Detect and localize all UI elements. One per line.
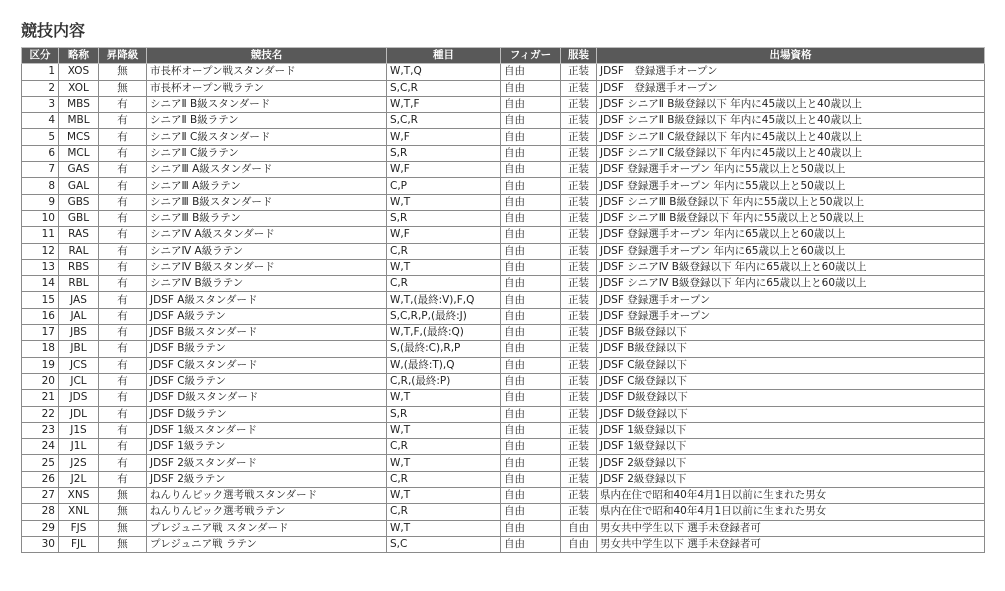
cell-dances: W,T,Q bbox=[387, 64, 501, 80]
cell-costume: 正装 bbox=[561, 471, 597, 487]
cell-updown: 無 bbox=[99, 536, 147, 552]
cell-division: 29 bbox=[22, 520, 59, 536]
cell-figure: 自由 bbox=[501, 80, 561, 96]
table-row bbox=[22, 390, 985, 406]
cell-abbr: RBL bbox=[59, 276, 99, 292]
cell-figure: 自由 bbox=[501, 178, 561, 194]
cell-division: 9 bbox=[22, 194, 59, 210]
cell-division: 13 bbox=[22, 259, 59, 275]
cell-name: 市長杯オープン戦スタンダード bbox=[147, 64, 387, 80]
cell-qualification: JDSF 登録選手オープン bbox=[597, 64, 985, 80]
cell-costume: 正装 bbox=[561, 390, 597, 406]
cell-abbr: RBS bbox=[59, 259, 99, 275]
cell-costume: 正装 bbox=[561, 439, 597, 455]
cell-name: JDSF D級スタンダード bbox=[147, 390, 387, 406]
cell-qualification: JDSF 登録選手オープン bbox=[597, 80, 985, 96]
cell-figure: 自由 bbox=[501, 64, 561, 80]
cell-name: JDSF 1級ラテン bbox=[147, 439, 387, 455]
table-row bbox=[22, 194, 985, 210]
cell-qualification: JDSF B級登録以下 bbox=[597, 325, 985, 341]
cell-abbr: GBS bbox=[59, 194, 99, 210]
table-row bbox=[22, 373, 985, 389]
cell-qualification: JDSF 登録選手オープン 年内に65歳以上と60歳以上 bbox=[597, 243, 985, 259]
cell-abbr: RAL bbox=[59, 243, 99, 259]
cell-updown: 有 bbox=[99, 325, 147, 341]
cell-dances: S,R bbox=[387, 145, 501, 161]
cell-updown: 無 bbox=[99, 64, 147, 80]
cell-dances: C,R bbox=[387, 243, 501, 259]
cell-updown: 有 bbox=[99, 471, 147, 487]
cell-figure: 自由 bbox=[501, 113, 561, 129]
cell-costume: 正装 bbox=[561, 129, 597, 145]
table-row bbox=[22, 96, 985, 112]
cell-abbr: JAS bbox=[59, 292, 99, 308]
col-header-costume: 服装 bbox=[561, 48, 597, 64]
cell-name: シニアⅢ A級ラテン bbox=[147, 178, 387, 194]
cell-division: 30 bbox=[22, 536, 59, 552]
table-row bbox=[22, 292, 985, 308]
table-row bbox=[22, 308, 985, 324]
cell-division: 2 bbox=[22, 80, 59, 96]
cell-updown: 有 bbox=[99, 455, 147, 471]
cell-dances: S,(最終:C),R,P bbox=[387, 341, 501, 357]
cell-costume: 正装 bbox=[561, 178, 597, 194]
cell-qualification: JDSF 登録選手オープン 年内に65歳以上と60歳以上 bbox=[597, 227, 985, 243]
competition-table bbox=[21, 47, 985, 553]
cell-figure: 自由 bbox=[501, 439, 561, 455]
cell-figure: 自由 bbox=[501, 325, 561, 341]
cell-abbr: FJL bbox=[59, 536, 99, 552]
cell-name: シニアⅣ B級スタンダード bbox=[147, 259, 387, 275]
cell-updown: 有 bbox=[99, 406, 147, 422]
cell-costume: 正装 bbox=[561, 64, 597, 80]
cell-abbr: JDL bbox=[59, 406, 99, 422]
table-row bbox=[22, 357, 985, 373]
cell-dances: S,C bbox=[387, 536, 501, 552]
cell-dances: C,R,(最終:P) bbox=[387, 373, 501, 389]
cell-updown: 有 bbox=[99, 162, 147, 178]
cell-qualification: JDSF シニアⅢ B級登録以下 年内に55歳以上と50歳以上 bbox=[597, 194, 985, 210]
cell-abbr: JBS bbox=[59, 325, 99, 341]
table-row bbox=[22, 227, 985, 243]
cell-updown: 有 bbox=[99, 308, 147, 324]
cell-qualification: JDSF シニアⅡ C級登録以下 年内に45歳以上と40歳以上 bbox=[597, 145, 985, 161]
cell-costume: 自由 bbox=[561, 520, 597, 536]
cell-dances: C,R bbox=[387, 439, 501, 455]
cell-abbr: JAL bbox=[59, 308, 99, 324]
cell-division: 26 bbox=[22, 471, 59, 487]
cell-costume: 正装 bbox=[561, 488, 597, 504]
cell-qualification: JDSF シニアⅣ B級登録以下 年内に65歳以上と60歳以上 bbox=[597, 259, 985, 275]
cell-abbr: GBL bbox=[59, 210, 99, 226]
cell-costume: 正装 bbox=[561, 96, 597, 112]
cell-abbr: J1S bbox=[59, 422, 99, 438]
cell-updown: 有 bbox=[99, 243, 147, 259]
cell-costume: 正装 bbox=[561, 373, 597, 389]
cell-abbr: JDS bbox=[59, 390, 99, 406]
table-row bbox=[22, 520, 985, 536]
cell-abbr: MBL bbox=[59, 113, 99, 129]
cell-qualification: JDSF C級登録以下 bbox=[597, 373, 985, 389]
cell-abbr: JCS bbox=[59, 357, 99, 373]
table-row bbox=[22, 178, 985, 194]
cell-dances: W,T bbox=[387, 390, 501, 406]
table-row bbox=[22, 422, 985, 438]
cell-costume: 正装 bbox=[561, 292, 597, 308]
cell-updown: 有 bbox=[99, 373, 147, 389]
cell-costume: 正装 bbox=[561, 210, 597, 226]
cell-figure: 自由 bbox=[501, 259, 561, 275]
cell-abbr: J2L bbox=[59, 471, 99, 487]
cell-division: 20 bbox=[22, 373, 59, 389]
cell-qualification: 県内在住で昭和40年4月1日以前に生まれた男女 bbox=[597, 488, 985, 504]
cell-division: 3 bbox=[22, 96, 59, 112]
col-header-abbr: 略称 bbox=[59, 48, 99, 64]
cell-division: 16 bbox=[22, 308, 59, 324]
cell-qualification: JDSF 登録選手オープン 年内に55歳以上と50歳以上 bbox=[597, 178, 985, 194]
cell-qualification: JDSF D級登録以下 bbox=[597, 390, 985, 406]
cell-costume: 正装 bbox=[561, 325, 597, 341]
cell-qualification: JDSF 登録選手オープン 年内に55歳以上と50歳以上 bbox=[597, 162, 985, 178]
cell-qualification: 男女共中学生以下 選手未登録者可 bbox=[597, 520, 985, 536]
cell-name: シニアⅣ A級スタンダード bbox=[147, 227, 387, 243]
cell-updown: 有 bbox=[99, 390, 147, 406]
cell-costume: 正装 bbox=[561, 406, 597, 422]
cell-figure: 自由 bbox=[501, 145, 561, 161]
cell-costume: 正装 bbox=[561, 276, 597, 292]
cell-division: 10 bbox=[22, 210, 59, 226]
cell-figure: 自由 bbox=[501, 292, 561, 308]
cell-division: 11 bbox=[22, 227, 59, 243]
cell-abbr: XNS bbox=[59, 488, 99, 504]
cell-name: シニアⅢ B級スタンダード bbox=[147, 194, 387, 210]
cell-name: JDSF 2級スタンダード bbox=[147, 455, 387, 471]
table-row bbox=[22, 80, 985, 96]
cell-figure: 自由 bbox=[501, 520, 561, 536]
table-row bbox=[22, 113, 985, 129]
cell-name: シニアⅣ A級ラテン bbox=[147, 243, 387, 259]
cell-dances: S,R bbox=[387, 406, 501, 422]
cell-dances: W,T bbox=[387, 488, 501, 504]
cell-abbr: GAL bbox=[59, 178, 99, 194]
cell-qualification: JDSF 1級登録以下 bbox=[597, 422, 985, 438]
cell-updown: 有 bbox=[99, 292, 147, 308]
cell-figure: 自由 bbox=[501, 129, 561, 145]
cell-division: 24 bbox=[22, 439, 59, 455]
cell-name: シニアⅡ B級ラテン bbox=[147, 113, 387, 129]
cell-name: JDSF D級ラテン bbox=[147, 406, 387, 422]
cell-qualification: JDSF シニアⅢ B級登録以下 年内に55歳以上と50歳以上 bbox=[597, 210, 985, 226]
cell-name: JDSF A級スタンダード bbox=[147, 292, 387, 308]
cell-updown: 有 bbox=[99, 341, 147, 357]
cell-abbr: GAS bbox=[59, 162, 99, 178]
cell-qualification: JDSF B級登録以下 bbox=[597, 341, 985, 357]
cell-figure: 自由 bbox=[501, 455, 561, 471]
cell-qualification: JDSF シニアⅡ B級登録以下 年内に45歳以上と40歳以上 bbox=[597, 96, 985, 112]
table-row bbox=[22, 406, 985, 422]
cell-updown: 有 bbox=[99, 210, 147, 226]
cell-dances: W,T,F,(最終:Q) bbox=[387, 325, 501, 341]
cell-figure: 自由 bbox=[501, 210, 561, 226]
cell-dances: W,T,F bbox=[387, 96, 501, 112]
table-row bbox=[22, 536, 985, 552]
cell-dances: C,R bbox=[387, 471, 501, 487]
table-row bbox=[22, 341, 985, 357]
col-header-figure: フィガー bbox=[501, 48, 561, 64]
cell-dances: W,T bbox=[387, 422, 501, 438]
cell-costume: 正装 bbox=[561, 194, 597, 210]
cell-qualification: JDSF C級登録以下 bbox=[597, 357, 985, 373]
cell-figure: 自由 bbox=[501, 276, 561, 292]
table-row bbox=[22, 504, 985, 520]
cell-costume: 正装 bbox=[561, 145, 597, 161]
page-title: 競技内容 bbox=[21, 21, 86, 40]
cell-dances: W,T,(最終:V),F,Q bbox=[387, 292, 501, 308]
cell-costume: 正装 bbox=[561, 422, 597, 438]
table-row bbox=[22, 439, 985, 455]
cell-updown: 有 bbox=[99, 439, 147, 455]
cell-qualification: JDSF シニアⅡ C級登録以下 年内に45歳以上と40歳以上 bbox=[597, 129, 985, 145]
cell-qualification: JDSF シニアⅡ B級登録以下 年内に45歳以上と40歳以上 bbox=[597, 113, 985, 129]
cell-qualification: JDSF 1級登録以下 bbox=[597, 439, 985, 455]
cell-costume: 正装 bbox=[561, 357, 597, 373]
cell-dances: S,R bbox=[387, 210, 501, 226]
cell-costume: 正装 bbox=[561, 259, 597, 275]
cell-updown: 無 bbox=[99, 80, 147, 96]
table-row bbox=[22, 325, 985, 341]
cell-abbr: XNL bbox=[59, 504, 99, 520]
cell-costume: 正装 bbox=[561, 341, 597, 357]
cell-figure: 自由 bbox=[501, 96, 561, 112]
cell-dances: S,C,R bbox=[387, 80, 501, 96]
cell-figure: 自由 bbox=[501, 422, 561, 438]
cell-dances: C,P bbox=[387, 178, 501, 194]
cell-figure: 自由 bbox=[501, 488, 561, 504]
table-row bbox=[22, 488, 985, 504]
cell-abbr: MCL bbox=[59, 145, 99, 161]
col-header-dances: 種目 bbox=[387, 48, 501, 64]
cell-dances: W,T bbox=[387, 194, 501, 210]
cell-costume: 正装 bbox=[561, 504, 597, 520]
cell-name: プレジュニア戦 スタンダード bbox=[147, 520, 387, 536]
cell-division: 1 bbox=[22, 64, 59, 80]
cell-qualification: JDSF 登録選手オープン bbox=[597, 308, 985, 324]
cell-abbr: MCS bbox=[59, 129, 99, 145]
cell-division: 6 bbox=[22, 145, 59, 161]
cell-figure: 自由 bbox=[501, 243, 561, 259]
cell-figure: 自由 bbox=[501, 536, 561, 552]
cell-dances: W,T bbox=[387, 259, 501, 275]
cell-name: ねんりんピック選考戦スタンダード bbox=[147, 488, 387, 504]
cell-name: JDSF 1級スタンダード bbox=[147, 422, 387, 438]
cell-updown: 無 bbox=[99, 504, 147, 520]
cell-qualification: JDSF 2級登録以下 bbox=[597, 455, 985, 471]
cell-figure: 自由 bbox=[501, 341, 561, 357]
cell-division: 17 bbox=[22, 325, 59, 341]
cell-costume: 正装 bbox=[561, 113, 597, 129]
cell-qualification: 男女共中学生以下 選手未登録者可 bbox=[597, 536, 985, 552]
cell-updown: 有 bbox=[99, 96, 147, 112]
cell-division: 12 bbox=[22, 243, 59, 259]
cell-qualification: JDSF 登録選手オープン bbox=[597, 292, 985, 308]
cell-division: 18 bbox=[22, 341, 59, 357]
cell-division: 7 bbox=[22, 162, 59, 178]
cell-costume: 正装 bbox=[561, 162, 597, 178]
cell-name: JDSF 2級ラテン bbox=[147, 471, 387, 487]
cell-dances: W,F bbox=[387, 162, 501, 178]
cell-updown: 有 bbox=[99, 227, 147, 243]
cell-name: プレジュニア戦 ラテン bbox=[147, 536, 387, 552]
cell-updown: 有 bbox=[99, 259, 147, 275]
cell-name: シニアⅡ C級スタンダード bbox=[147, 129, 387, 145]
table-row bbox=[22, 162, 985, 178]
col-header-updown: 昇降級 bbox=[99, 48, 147, 64]
header-row bbox=[22, 48, 985, 64]
cell-division: 22 bbox=[22, 406, 59, 422]
cell-costume: 正装 bbox=[561, 308, 597, 324]
cell-name: JDSF B級スタンダード bbox=[147, 325, 387, 341]
table-row bbox=[22, 243, 985, 259]
cell-division: 23 bbox=[22, 422, 59, 438]
cell-figure: 自由 bbox=[501, 227, 561, 243]
cell-name: シニアⅢ B級ラテン bbox=[147, 210, 387, 226]
cell-dances: W,T bbox=[387, 520, 501, 536]
cell-qualification: JDSF シニアⅣ B級登録以下 年内に65歳以上と60歳以上 bbox=[597, 276, 985, 292]
table-row bbox=[22, 210, 985, 226]
cell-dances: W,(最終:T),Q bbox=[387, 357, 501, 373]
cell-abbr: JBL bbox=[59, 341, 99, 357]
cell-division: 15 bbox=[22, 292, 59, 308]
cell-division: 14 bbox=[22, 276, 59, 292]
cell-figure: 自由 bbox=[501, 504, 561, 520]
table-row bbox=[22, 259, 985, 275]
cell-figure: 自由 bbox=[501, 406, 561, 422]
cell-name: シニアⅡ C級ラテン bbox=[147, 145, 387, 161]
cell-figure: 自由 bbox=[501, 373, 561, 389]
cell-abbr: JCL bbox=[59, 373, 99, 389]
cell-dances: S,C,R bbox=[387, 113, 501, 129]
cell-name: シニアⅢ A級スタンダード bbox=[147, 162, 387, 178]
cell-costume: 正装 bbox=[561, 80, 597, 96]
cell-updown: 有 bbox=[99, 113, 147, 129]
col-header-qualification: 出場資格 bbox=[597, 48, 985, 64]
cell-dances: W,T bbox=[387, 455, 501, 471]
cell-name: シニアⅡ B級スタンダード bbox=[147, 96, 387, 112]
cell-abbr: MBS bbox=[59, 96, 99, 112]
cell-name: 市長杯オープン戦ラテン bbox=[147, 80, 387, 96]
table-row bbox=[22, 64, 985, 80]
cell-dances: S,C,R,P,(最終:J) bbox=[387, 308, 501, 324]
cell-name: JDSF C級ラテン bbox=[147, 373, 387, 389]
cell-division: 28 bbox=[22, 504, 59, 520]
cell-dances: C,R bbox=[387, 504, 501, 520]
cell-costume: 正装 bbox=[561, 227, 597, 243]
table-row bbox=[22, 129, 985, 145]
cell-qualification: JDSF 2級登録以下 bbox=[597, 471, 985, 487]
table-row bbox=[22, 145, 985, 161]
cell-dances: W,F bbox=[387, 227, 501, 243]
cell-abbr: XOS bbox=[59, 64, 99, 80]
cell-updown: 無 bbox=[99, 488, 147, 504]
cell-updown: 有 bbox=[99, 145, 147, 161]
cell-abbr: XOL bbox=[59, 80, 99, 96]
cell-division: 27 bbox=[22, 488, 59, 504]
cell-name: JDSF C級スタンダード bbox=[147, 357, 387, 373]
cell-name: ねんりんピック選考戦ラテン bbox=[147, 504, 387, 520]
cell-division: 4 bbox=[22, 113, 59, 129]
cell-division: 25 bbox=[22, 455, 59, 471]
cell-abbr: RAS bbox=[59, 227, 99, 243]
cell-updown: 有 bbox=[99, 276, 147, 292]
cell-dances: W,F bbox=[387, 129, 501, 145]
cell-dances: C,R bbox=[387, 276, 501, 292]
cell-qualification: 県内在住で昭和40年4月1日以前に生まれた男女 bbox=[597, 504, 985, 520]
cell-name: JDSF A級ラテン bbox=[147, 308, 387, 324]
cell-qualification: JDSF D級登録以下 bbox=[597, 406, 985, 422]
col-header-division: 区分 bbox=[22, 48, 59, 64]
cell-name: JDSF B級ラテン bbox=[147, 341, 387, 357]
cell-figure: 自由 bbox=[501, 194, 561, 210]
cell-costume: 正装 bbox=[561, 455, 597, 471]
cell-figure: 自由 bbox=[501, 357, 561, 373]
cell-updown: 有 bbox=[99, 422, 147, 438]
cell-figure: 自由 bbox=[501, 308, 561, 324]
cell-division: 8 bbox=[22, 178, 59, 194]
cell-costume: 正装 bbox=[561, 243, 597, 259]
col-header-name: 競技名 bbox=[147, 48, 387, 64]
cell-updown: 無 bbox=[99, 520, 147, 536]
cell-updown: 有 bbox=[99, 194, 147, 210]
cell-updown: 有 bbox=[99, 129, 147, 145]
table-row bbox=[22, 455, 985, 471]
cell-abbr: FJS bbox=[59, 520, 99, 536]
cell-abbr: J2S bbox=[59, 455, 99, 471]
cell-division: 5 bbox=[22, 129, 59, 145]
cell-division: 19 bbox=[22, 357, 59, 373]
cell-updown: 有 bbox=[99, 357, 147, 373]
cell-abbr: J1L bbox=[59, 439, 99, 455]
cell-division: 21 bbox=[22, 390, 59, 406]
cell-figure: 自由 bbox=[501, 390, 561, 406]
table-row bbox=[22, 276, 985, 292]
cell-name: シニアⅣ B級ラテン bbox=[147, 276, 387, 292]
cell-figure: 自由 bbox=[501, 471, 561, 487]
table-row bbox=[22, 471, 985, 487]
cell-costume: 自由 bbox=[561, 536, 597, 552]
cell-figure: 自由 bbox=[501, 162, 561, 178]
cell-updown: 有 bbox=[99, 178, 147, 194]
